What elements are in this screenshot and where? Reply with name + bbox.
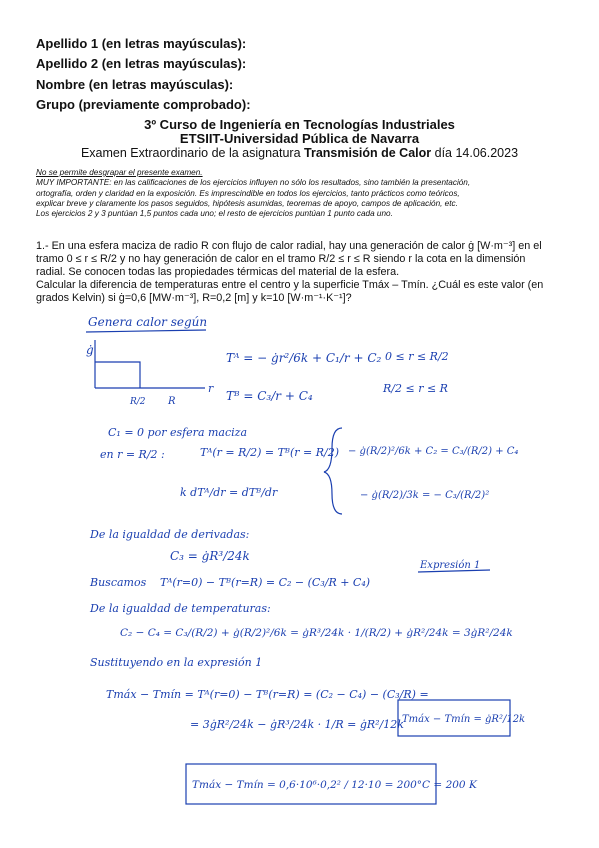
hw-c1-zero: C₁ = 0 por esfera maciza — [108, 426, 248, 439]
hw-axis-r: r — [208, 382, 214, 395]
hw-heading-subst: Sustituyendo en la expresión 1 — [90, 656, 263, 669]
notice-line-5: Los ejercicios 2 y 3 puntúan 1,5 puntos cada uno; el resto de ejercicios puntúan 1 punto cada uno. — [36, 209, 393, 219]
hw-boxed-result: Tmáx − Tmín = ġR²/12k — [402, 714, 526, 725]
surname1-label: Apellido 1 (en letras mayúsculas): — [36, 36, 247, 51]
notice-line-3: ortografía, orden y claridad en la exposición. Es imprescindible en todos los ejercicios, tanto prácticos como teóricos, — [36, 188, 460, 198]
hw-tmax-line2: = 3ġR²/24k − ġR³/24k · 1/R = ġR²/12k — [190, 718, 404, 731]
question-line-3: radial. Se conocen todas las propiedades térmicas del material de la esfera. — [36, 266, 400, 278]
hw-eq-ta: Tᴬ = − ġr²/6k + C₁/r + C₂ — [226, 351, 382, 365]
question-line-1: 1.- En una esfera maciza de radio R con flujo de calor radial, hay una generación de calor ġ [W·m⁻³] en el — [36, 240, 542, 252]
hw-eq-tb: Tᴮ = C₃/r + C₄ — [226, 389, 313, 403]
hw-underline — [86, 330, 206, 332]
hw-tmax-line: Tmáx − Tmín = Tᴬ(r=0) − Tᴮ(r=R) = (C₂ − C₄) − (C₃/R) = — [106, 688, 429, 701]
notice-line-2: MUY IMPORTANTE: en las calificaciones de los ejercicios influyen no sólo los resultados, sino también la presentación, — [36, 178, 471, 188]
hw-search-eq: Tᴬ(r=0) − Tᴮ(r=R) = C₂ − (C₃/R + C₄) — [160, 576, 371, 589]
hw-deriv-eq: k dTᴬ/dr = dTᴮ/dr — [180, 486, 278, 499]
hw-system-2: − ġ(R/2)/3k = − C₃/(R/2)² — [360, 490, 490, 501]
hw-brace — [324, 428, 342, 514]
question-line-5: grados Kelvin) si ġ=0,6 [MW·m⁻³], R=0,2 [m] y k=10 [W·m⁻¹·K⁻¹]? — [36, 292, 352, 304]
hw-heading-temp: De la igualdad de temperaturas: — [90, 602, 271, 615]
hw-ta-eq-tb: Tᴬ(r = R/2) = Tᴮ(r = R/2) — [200, 446, 340, 459]
surname2-label: Apellido 2 (en letras mayúsculas): — [36, 56, 247, 71]
hw-c2c4: C₂ − C₄ = C₃/(R/2) + ġ(R/2)²/6k = ġR³/24k · 1/(R/2) + ġR²/24k = 3ġR²/24k — [120, 627, 513, 639]
exam-subject: Transmisión de Calor — [304, 146, 432, 160]
notice-line-4: explicar breve y claramente los pasos seguidos, hipótesis asumidas, teoremas de apoyo, campos de aplicación, etc. — [36, 198, 458, 208]
exam-date: día 14.06.2023 — [431, 146, 519, 160]
group-label: Grupo (previamente comprobado): — [36, 97, 251, 112]
question-line-4: Calcular la diferencia de temperaturas entre el centro y la superficie Tmáx – Tmín. ¿Cuál es este valor (en — [36, 279, 544, 291]
hw-tick-r: R — [168, 396, 176, 407]
hw-range-a: 0 ≤ r ≤ R/2 — [385, 350, 449, 363]
hw-expr1: Expresión 1 — [420, 560, 481, 571]
hw-final-result: Tmáx − Tmín = 0,6·10⁶·0,2² / 12·10 = 200°C = 200 K — [192, 779, 477, 791]
hw-axis-g: ġ — [86, 343, 94, 357]
hw-step-curve — [95, 362, 140, 388]
hw-heading-search: Buscamos — [90, 576, 147, 589]
school-title: ETSIIT-Universidad Pública de Navarra — [179, 131, 420, 146]
hw-c3: C₃ = ġR³/24k — [170, 549, 250, 563]
hw-system-1: − ġ(R/2)²/6k + C₂ = C₃/(R/2) + C₄ — [348, 446, 519, 457]
question-line-2: tramo 0 ≤ r ≤ R/2 y no hay generación de calor en el tramo R/2 ≤ r ≤ R siendo r la cota en la dimensión — [36, 253, 526, 265]
hw-tick-r2: R/2 — [130, 397, 146, 407]
notice-line-1: No se permite desgrapar el presente examen. — [36, 168, 203, 177]
hw-heading-deriv: De la igualdad de derivadas: — [90, 528, 250, 541]
exam-prefix: Examen Extraordinario de la asignatura — [80, 146, 305, 160]
course-title: 3º Curso de Ingeniería en Tecnologías Industriales — [144, 117, 455, 132]
name-label: Nombre (en letras mayúsculas): — [36, 77, 234, 92]
hw-range-b: R/2 ≤ r ≤ R — [383, 382, 448, 395]
hw-at-r: en r = R/2 : — [100, 448, 165, 461]
hw-heading-generation: Genera calor según — [88, 315, 208, 329]
